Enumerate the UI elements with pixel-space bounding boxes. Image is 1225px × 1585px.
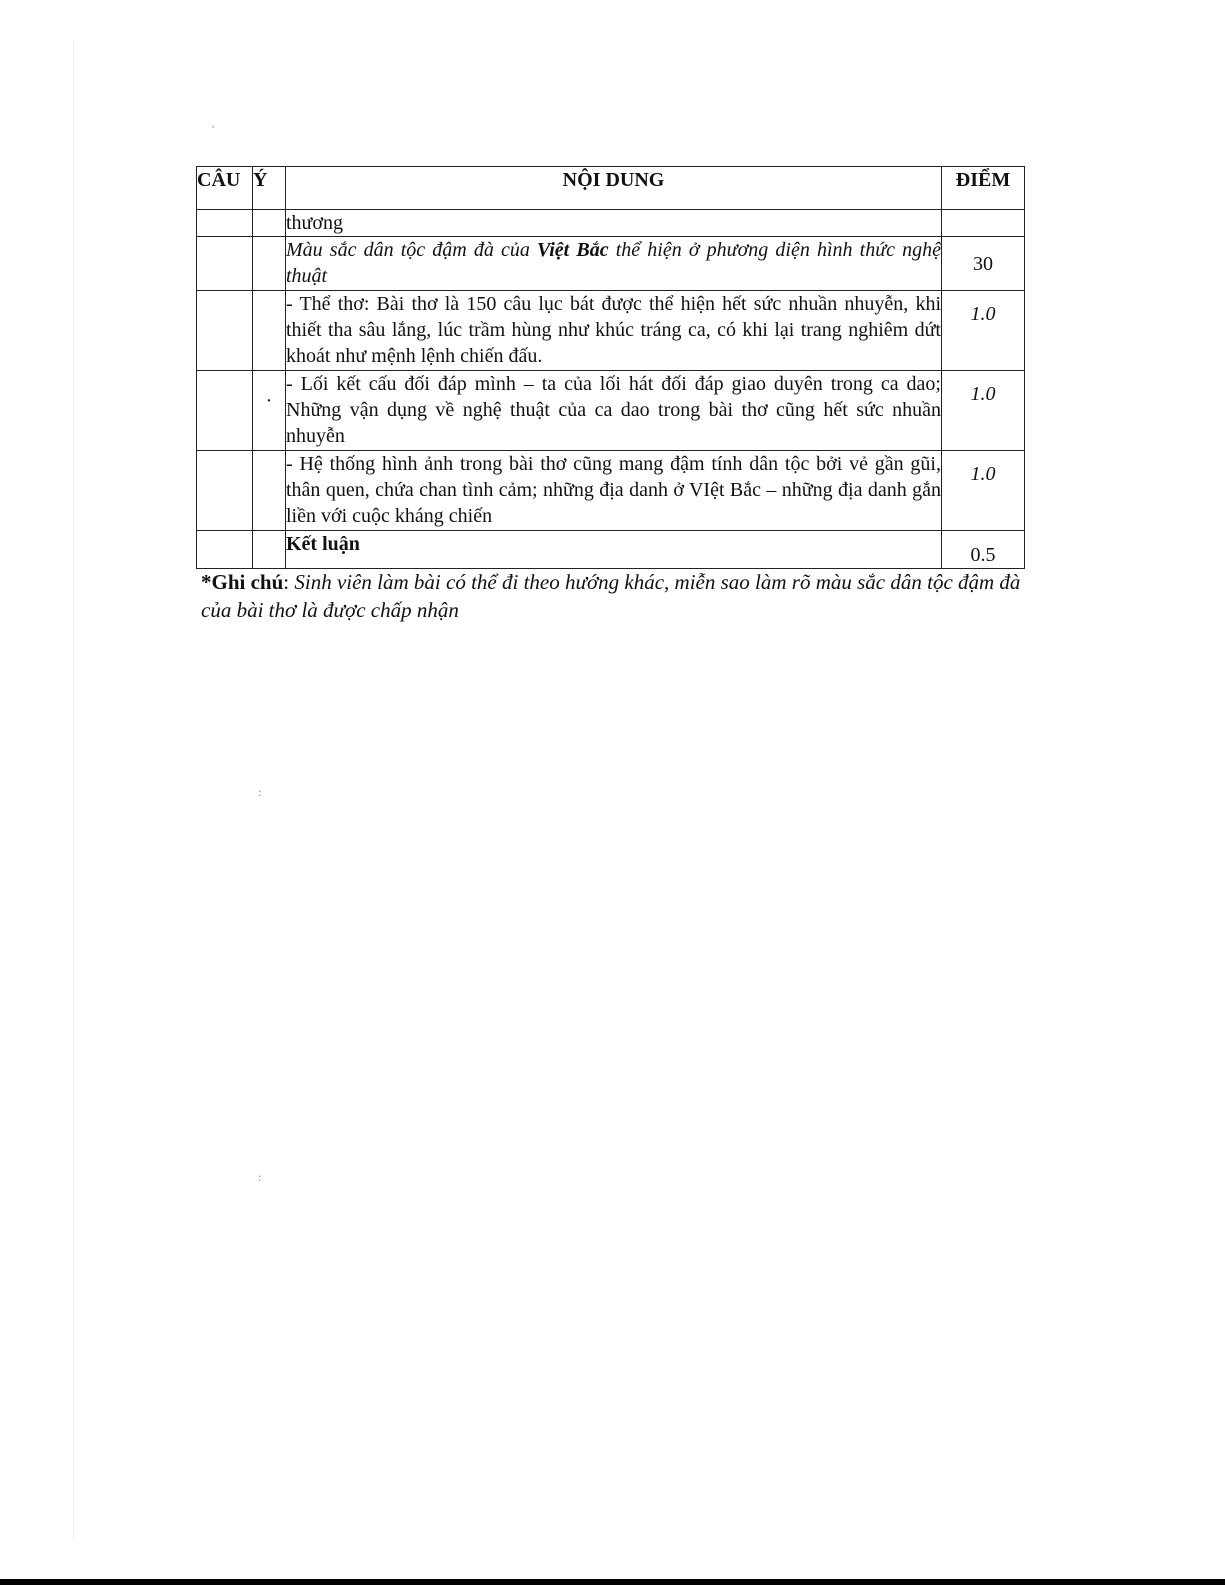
content-text: Màu sắc dân tộc đậm đà của — [286, 239, 538, 261]
y-cell — [253, 451, 286, 531]
score-cell: 0.5 — [942, 531, 1025, 569]
conclusion-cell: Kết luận — [286, 531, 942, 569]
header-y: Ý — [253, 167, 286, 210]
page-edge — [73, 40, 74, 1540]
table-row — [197, 531, 1025, 569]
scan-bottom-edge — [0, 1579, 1225, 1585]
cau-cell — [197, 237, 253, 291]
header-row — [197, 167, 1025, 210]
footnote-label: *Ghi chú — [201, 570, 284, 594]
header-diem: ĐIỂM — [942, 167, 1025, 210]
footnote — [201, 568, 1031, 624]
table-row — [197, 237, 1025, 291]
y-cell — [253, 291, 286, 371]
scan-speck: : — [258, 1170, 262, 1184]
poem-title: Việt Bắc — [537, 239, 609, 261]
header-cau: CÂU — [197, 167, 253, 210]
table-row — [197, 210, 1025, 237]
score-cell: 30 — [942, 237, 1025, 291]
score-cell: 1.0 — [942, 291, 1025, 371]
cau-cell — [197, 291, 253, 371]
score-cell: 1.0 — [942, 371, 1025, 451]
y-cell — [253, 237, 286, 291]
y-cell — [253, 531, 286, 569]
score-cell: 1.0 — [942, 451, 1025, 531]
y-mark: · — [265, 390, 273, 412]
table-row — [197, 451, 1025, 531]
cau-cell — [197, 451, 253, 531]
footnote-text: Sinh viên làm bài có thể đi theo hướng khác, miễn sao làm rõ màu sắc dân tộc đậm đà của bài thơ là được chấp nhận — [201, 570, 1021, 622]
content-cell — [286, 237, 942, 291]
y-cell — [253, 210, 286, 237]
header-noi-dung: NỘI DUNG — [286, 167, 942, 210]
content-text: thể hiện ở phương diện hình thức nghệ thuật — [286, 239, 941, 287]
y-cell — [253, 371, 286, 451]
scan-speck: ' — [212, 122, 215, 136]
content-cell: - Thể thơ: Bài thơ là 150 câu lục bát được thể hiện hết sức nhuần nhuyễn, khi thiết tha sâu lắng, lúc trầm hùng như khúc tráng ca, có khi lại trang nghiêm dứt khoát như mệnh lệnh chiến đấu. — [286, 291, 942, 371]
grading-table — [196, 166, 1025, 569]
table-row — [197, 291, 1025, 371]
score-cell — [942, 210, 1025, 237]
content-cell: - Lối kết cấu đối đáp mình – ta của lối hát đối đáp giao duyên trong ca dao; Những vận dụng về nghệ thuật của ca dao trong bài thơ cũng hết sức nhuần nhuyễn — [286, 371, 942, 451]
table-row — [197, 371, 1025, 451]
cau-cell — [197, 371, 253, 451]
cau-cell — [197, 210, 253, 237]
cau-cell — [197, 531, 253, 569]
footnote-separator: : — [283, 570, 295, 594]
content-cell: - Hệ thống hình ảnh trong bài thơ cũng mang đậm tính dân tộc bởi vẻ gần gũi, thân quen, chứa chan tình cảm; những địa danh ở VIệt Bắc – những địa danh gắn liền với cuộc kháng chiến — [286, 451, 942, 531]
scan-speck: : — [258, 785, 262, 799]
content-cell: thương — [286, 210, 942, 237]
